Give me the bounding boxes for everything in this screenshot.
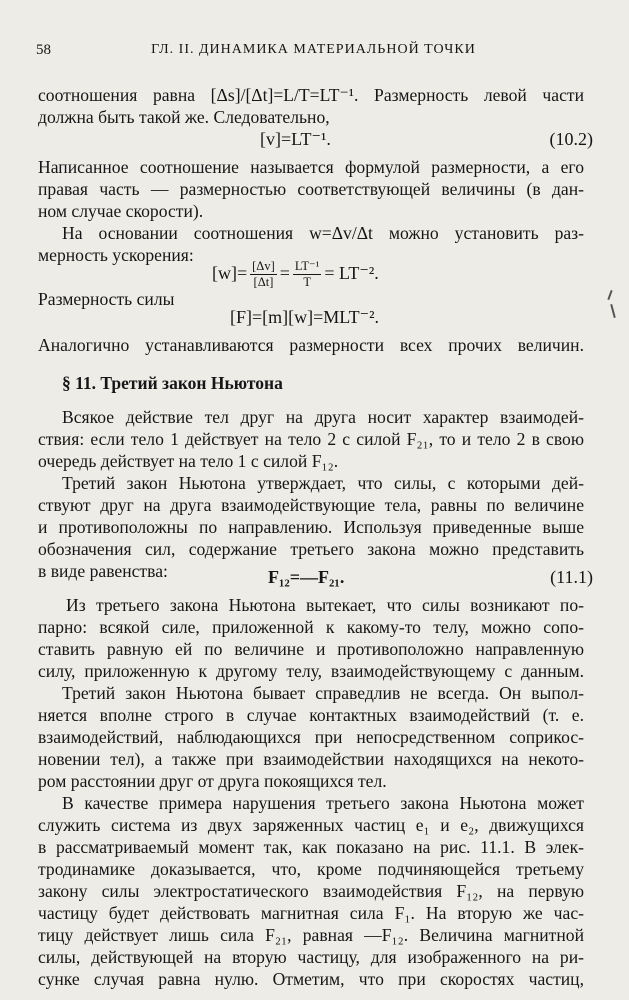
text-line: В качестве примера нарушения третьего закона Ньютона может	[62, 793, 584, 813]
text-line: в рассматриваемый момент так, как показано на рис. 11.1. В элек-	[38, 837, 584, 857]
text-line: очередь действует на тело 1 с силой F₁₂.	[38, 451, 339, 471]
text-line: ствия: если тело 1 действует на тело 2 с силой F₂₁, то и тело 2 в свою	[38, 429, 584, 449]
text-line: взаимодействий, наблюдающихся при непосредственном соприкос-	[38, 727, 584, 747]
text-line: новении тел), а также при взаимодействии находящихся на некото-	[38, 749, 584, 769]
text-line: ствуют друг на друга взаимодействующие тела, равны по величине	[38, 495, 584, 515]
text-line: тродинамике доказывается, что, кроме подчиняющейся третьему	[38, 859, 584, 879]
section-heading: § 11. Третий закон Ньютона	[62, 373, 283, 393]
text-line: парно: всякой силе, приложенной к какому-то телу, можно сопо-	[38, 617, 584, 637]
page-number: 58	[36, 42, 51, 58]
text-line: няется вполне строго в случае контактных взаимодействий (т. е.	[38, 705, 584, 725]
fraction-numerator: LT⁻¹	[294, 259, 320, 274]
text-line: соотношения равна [Δs]/[Δt]=L/T=LT⁻¹. Размерность левой части	[38, 85, 584, 105]
text-line: должна быть такой же. Следовательно,	[38, 107, 330, 127]
text-line: частицу будет действовать магнитная сила F₁. На вторую же час-	[38, 903, 584, 923]
text-line: силы, действующей на вторую частицу, для изображенного на ри-	[38, 947, 584, 967]
text-line: ром расстоянии друг от друга покоящихся тел.	[38, 771, 387, 791]
equation-11-1: F₁₂=—F₂₁.	[268, 567, 345, 587]
text-line: и противоположны по направлению. Используя приведенные выше	[38, 517, 584, 537]
formula-lhs: [w]=	[212, 263, 248, 283]
text-line: мерность ускорения:	[38, 245, 194, 265]
text-line: сунке случая равна нулю. Отметим, что при скоростях частиц,	[38, 969, 584, 989]
text-line: Третий закон Ньютона бывает справедлив не всегда. Он выпол-	[62, 683, 584, 703]
text-line: обозначения сил, содержание третьего закона можно представить	[38, 539, 584, 559]
text-line: Третий закон Ньютона утверждает, что силы, с которыми дей-	[62, 473, 584, 493]
text-line: силу, приложенную к другому телу, взаимодействующему с данным.	[38, 661, 584, 681]
text-line: Аналогично устанавливаются размерности всех прочих величин.	[38, 335, 584, 355]
acceleration-dimension-formula	[212, 258, 379, 289]
text-line: ном случае скорости).	[38, 201, 204, 221]
scan-mark	[610, 304, 616, 318]
text-line: На основании соотношения w=Δv/Δt можно установить раз-	[62, 223, 584, 243]
text-line: тицу действует лишь сила F₂₁, равная —F₁₂. Величина магнитной	[38, 925, 584, 945]
text-line: правая часть — размерностью соответствующей величины (в дан-	[38, 179, 584, 199]
formula-rhs: = LT⁻².	[324, 263, 379, 283]
fraction-denominator: T	[303, 275, 311, 290]
fraction	[293, 260, 321, 289]
text-line: Всякое действие тел друг на друга носит характер взаимодей-	[62, 407, 584, 427]
text-line: в виде равенства:	[38, 561, 168, 581]
formula-equals: =	[279, 263, 290, 283]
running-title: ГЛ. II. ДИНАМИКА МАТЕРИАЛЬНОЙ ТОЧКИ	[151, 42, 476, 57]
equation-number: (11.1)	[550, 567, 593, 587]
text-line: Размерность силы	[38, 289, 175, 309]
text-line: ставить равную ей по величине и противоположно направленную	[38, 639, 584, 659]
fraction-denominator: [Δt]	[253, 275, 274, 290]
fraction-numerator: [Δv]	[252, 259, 275, 274]
equation-number: (10.2)	[549, 129, 593, 149]
running-header	[36, 42, 591, 64]
force-dimension-formula: [F]=[m][w]=MLT⁻².	[230, 307, 380, 327]
text-line: Написанное соотношение называется формулой размерности, а его	[38, 157, 584, 177]
text-line: закону силы электростатического взаимодействия F₁₂, на первую	[38, 881, 584, 901]
fraction	[250, 260, 277, 289]
text-line: служить система из двух заряженных частиц e₁ и e₂, движущихся	[38, 815, 584, 835]
equation-10-2: [v]=LT⁻¹.	[260, 129, 331, 149]
text-line: Из третьего закона Ньютона вытекает, что силы возникают по-	[66, 595, 584, 615]
scan-mark	[607, 290, 612, 300]
